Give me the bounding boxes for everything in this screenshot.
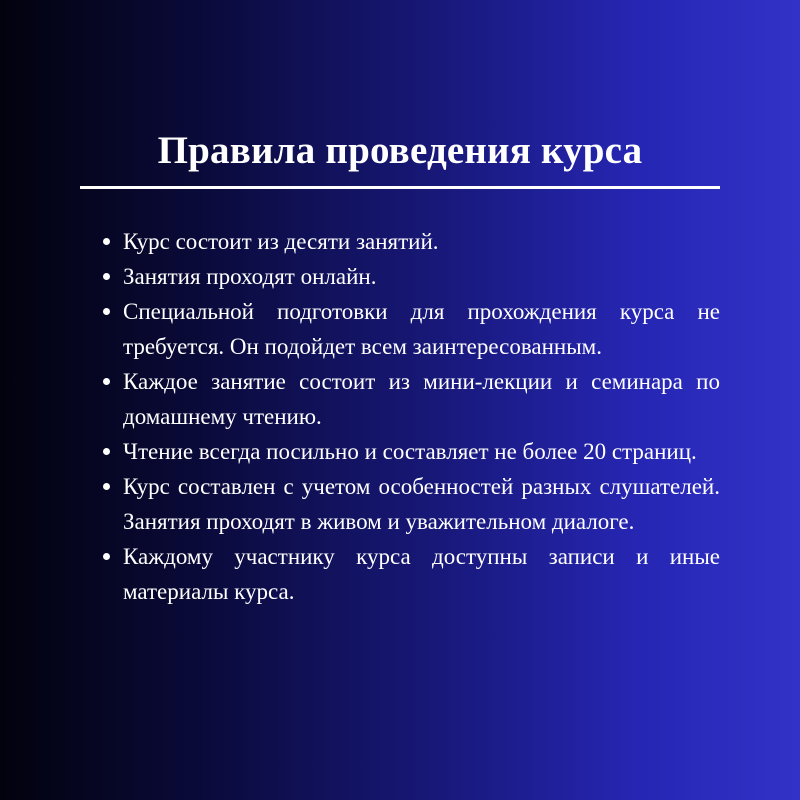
title-divider bbox=[80, 186, 720, 189]
rule-text: Курс состоит из десяти занятий. bbox=[123, 229, 439, 254]
rule-text: Каждое занятие состоит из мини-лекции и семинара по домашнему чтению. bbox=[123, 369, 720, 429]
rule-item bbox=[80, 364, 720, 434]
rule-text: Чтение всегда посильно и составляет не более 20 страниц. bbox=[123, 439, 697, 464]
bullet-icon bbox=[103, 308, 110, 315]
slide bbox=[80, 0, 720, 800]
bullet-icon bbox=[103, 378, 110, 385]
rule-item bbox=[80, 259, 720, 294]
rule-item bbox=[80, 434, 720, 469]
bullet-icon bbox=[103, 448, 110, 455]
rule-text: Специальной подготовки для прохождения курса не требуется. Он подойдет всем заинтересованным. bbox=[123, 299, 720, 359]
bullet-icon bbox=[103, 238, 110, 245]
rule-text: Курс составлен с учетом особенностей разных слушателей. Занятия проходят в живом и уважительном диалоге. bbox=[123, 474, 720, 534]
bullet-icon bbox=[103, 553, 110, 560]
rule-text: Занятия проходят онлайн. bbox=[123, 264, 377, 289]
bullet-icon bbox=[103, 273, 110, 280]
slide-title: Правила проведения курса bbox=[157, 129, 643, 172]
rules-list bbox=[80, 224, 720, 609]
rule-item bbox=[80, 539, 720, 609]
rule-item bbox=[80, 294, 720, 364]
rule-text: Каждому участнику курса доступны записи и иные материалы курса. bbox=[123, 544, 720, 604]
bullet-icon bbox=[103, 483, 110, 490]
rule-item bbox=[80, 224, 720, 259]
rule-item bbox=[80, 469, 720, 539]
